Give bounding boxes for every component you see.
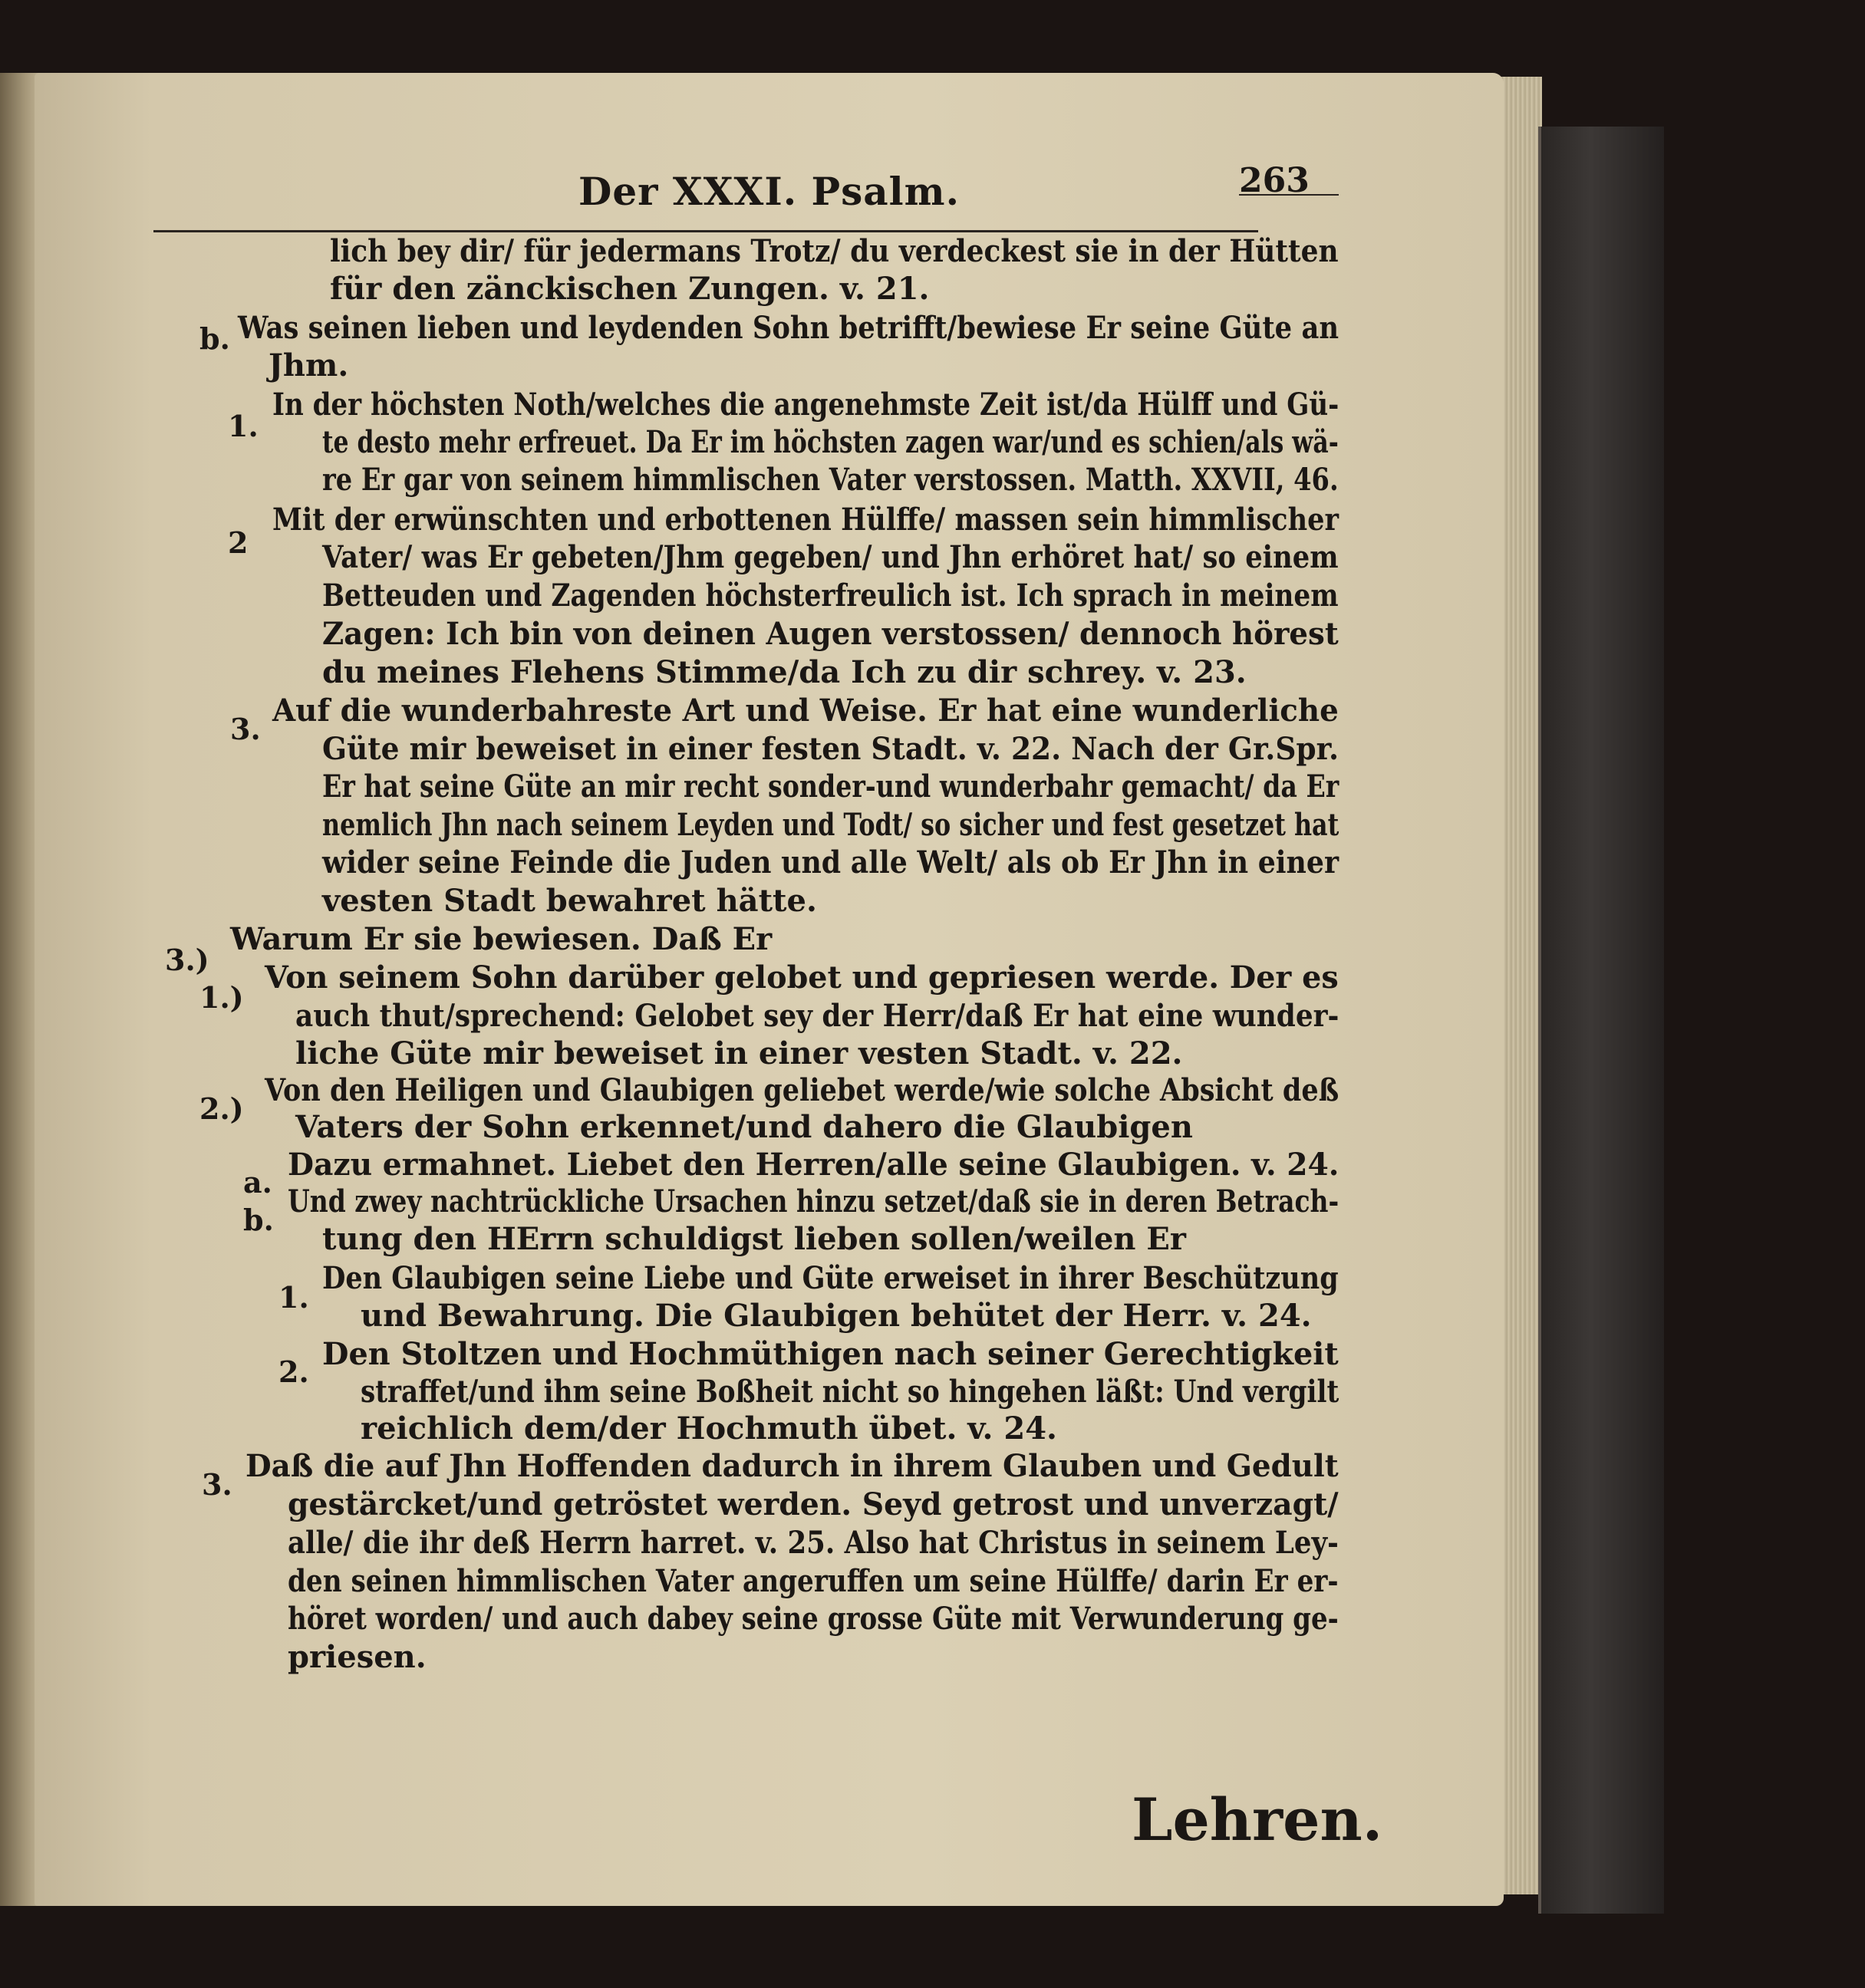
book-cover <box>1538 127 1664 1914</box>
marker-3-paren: 3.) <box>165 943 209 977</box>
text-line: für den zänckischen Zungen. v. 21. <box>330 271 930 307</box>
marker-2-sub: 2. <box>278 1354 309 1389</box>
text-line: und Bewahrung. Die Glaubigen behütet der Herr. v. 24. <box>361 1298 1312 1334</box>
text-line: Dazu ermahnet. Liebet den Herren/alle seine Glaubigen. v. 24. <box>288 1147 1339 1183</box>
text-line: lich bey dir/ für jedermans Trotz/ du verdeckest sie in der Hütten <box>330 233 1339 269</box>
text-line: Von den Heiligen und Glaubigen geliebet werde/wie solche Absicht deß <box>265 1072 1339 1108</box>
text-line: tung den HErrn schuldigst lieben sollen/weilen Er <box>322 1221 1186 1257</box>
marker-2-paren: 2.) <box>199 1091 244 1126</box>
page-number: 263 <box>1239 161 1310 200</box>
text-line: straffet/und ihm seine Boßheit nicht so hingehen läßt: Und vergilt <box>361 1374 1339 1410</box>
text-line: Jhm. <box>269 347 349 383</box>
header-rule <box>153 230 1258 232</box>
marker-b: b. <box>199 321 230 356</box>
running-title: Der XXXI. Psalm. <box>578 169 960 214</box>
text-line: priesen. <box>288 1639 427 1675</box>
text-line: Güte mir beweiset in einer festen Stadt. v. 22. Nach der Gr.Spr. <box>322 731 1339 767</box>
text-line: gestärcket/und getröstet werden. Seyd getrost und unverzagt/ <box>288 1486 1339 1522</box>
book-page <box>35 73 1504 1906</box>
text-line: Er hat seine Güte an mir recht sonder-und wunderbahr gemacht/ da Er <box>322 769 1339 805</box>
text-line: In der höchsten Noth/welches die angenehmste Zeit ist/da Hülff und Gü- <box>272 387 1339 423</box>
marker-2: 2 <box>228 525 249 560</box>
text-line: nemlich Jhn nach seinem Leyden und Todt/ so sicher und fest gesetzet hat <box>322 807 1339 843</box>
text-line: Und zwey nachtrückliche Ursachen hinzu setzet/daß sie in deren Betrach- <box>288 1183 1339 1219</box>
text-line: reichlich dem/der Hochmuth übet. v. 24. <box>361 1410 1057 1447</box>
text-line: liche Güte mir beweiset in einer vesten Stadt. v. 22. <box>295 1035 1183 1071</box>
text-line: Von seinem Sohn darüber gelobet und gepriesen werde. Der es <box>265 959 1339 996</box>
text-line: wider seine Feinde die Juden und alle Welt/ als ob Er Jhn in einer <box>322 844 1339 880</box>
text-line: Den Stoltzen und Hochmüthigen nach seiner Gerechtigkeit <box>322 1336 1339 1372</box>
text-line: Auf die wunderbahreste Art und Weise. Er hat eine wunderliche <box>272 693 1339 729</box>
text-line: Den Glaubigen seine Liebe und Güte erweiset in ihrer Beschützung <box>322 1260 1339 1296</box>
catchword: Lehren. <box>1132 1786 1383 1854</box>
marker-a: a. <box>243 1165 272 1200</box>
text-line: höret worden/ und auch dabey seine grosse Güte mit Verwunderung ge- <box>288 1601 1339 1637</box>
text-line: auch thut/sprechend: Gelobet sey der Herr/daß Er hat eine wunder- <box>295 998 1339 1034</box>
text-line: Vater/ was Er gebeten/Jhm gegeben/ und Jhn erhöret hat/ so einem <box>322 539 1339 575</box>
text-line: Mit der erwünschten und erbottenen Hülffe/ massen sein himmlischer <box>272 502 1339 538</box>
text-line: re Er gar von seinem himmlischen Vater verstossen. Matth. XXVII, 46. <box>322 462 1339 498</box>
marker-3: 3. <box>230 712 261 746</box>
text-line: den seinen himmlischen Vater angeruffen um seine Hülffe/ darin Er er- <box>288 1563 1339 1599</box>
text-line: te desto mehr erfreuet. Da Er im höchsten zagen war/und es schien/als wä- <box>322 424 1339 460</box>
text-line: Zagen: Ich bin von deinen Augen verstossen/ dennoch hörest <box>322 616 1339 652</box>
page-number-rule <box>1239 194 1339 196</box>
text-line: alle/ die ihr deß Herrn harret. v. 25. Also hat Christus in seinem Ley- <box>288 1525 1339 1561</box>
text-line: du meines Flehens Stimme/da Ich zu dir schrey. v. 23. <box>322 654 1247 690</box>
marker-1-sub: 1. <box>278 1280 309 1315</box>
text-line: Warum Er sie bewiesen. Daß Er <box>230 921 773 957</box>
marker-1-paren: 1.) <box>199 980 244 1015</box>
text-line: Was seinen lieben und leydenden Sohn betrifft/bewiese Er seine Güte an <box>238 310 1339 346</box>
text-line: Betteuden und Zagenden höchsterfreulich ist. Ich sprach in meinem <box>322 578 1339 614</box>
text-line: Daß die auf Jhn Hoffenden dadurch in ihrem Glauben und Gedult <box>245 1448 1339 1484</box>
text-line: Vaters der Sohn erkennet/und dahero die Glaubigen <box>295 1109 1193 1145</box>
marker-3-sub: 3. <box>202 1467 232 1502</box>
marker-1: 1. <box>228 409 259 443</box>
marker-b-sub: b. <box>243 1203 274 1237</box>
text-line: vesten Stadt bewahret hätte. <box>322 883 817 919</box>
